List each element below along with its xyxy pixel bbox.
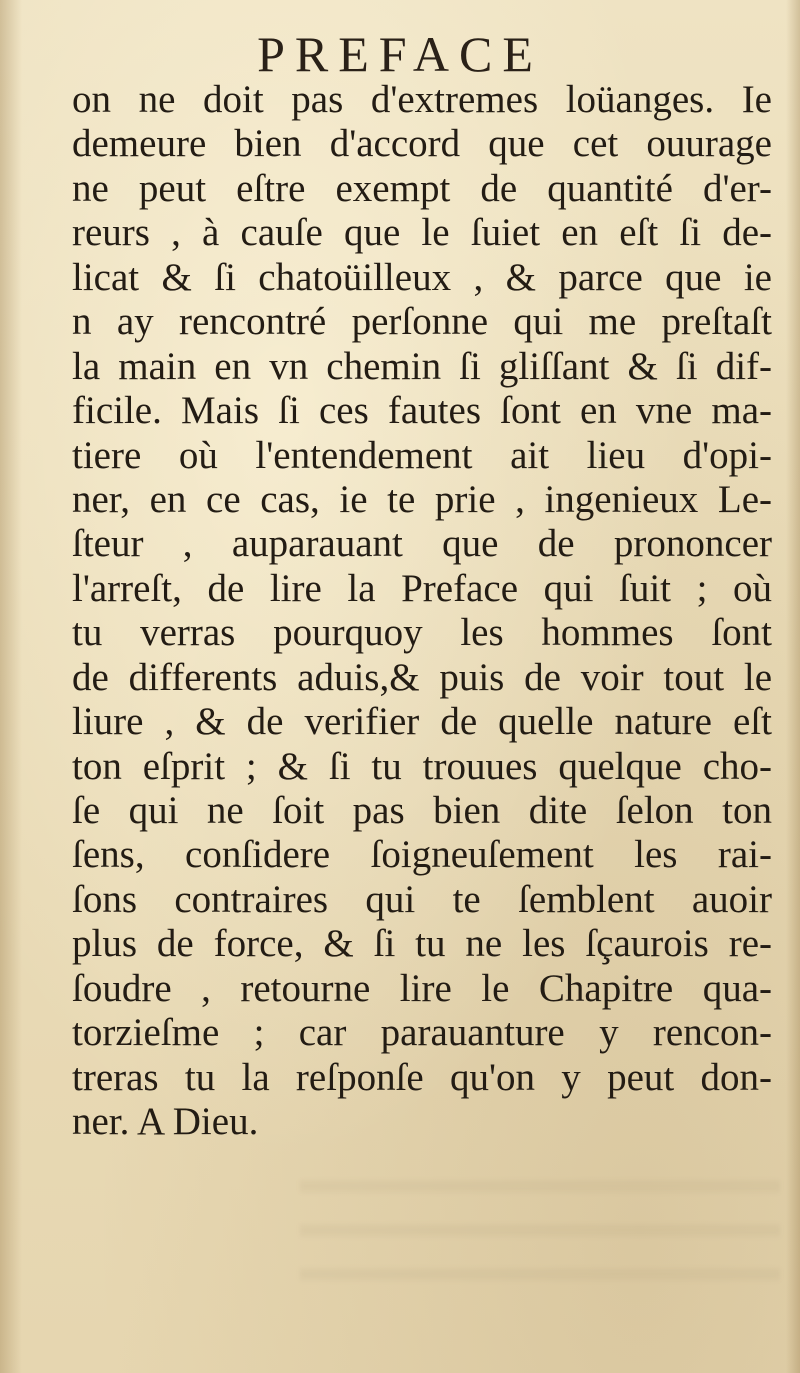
text-line: ner, en ce cas, ie te prie , ingenieux Le- [72, 477, 772, 521]
page-edge-shadow [786, 0, 800, 1373]
text-line: ficile. Mais ſi ces fautes ſont en vne ma- [72, 389, 772, 433]
text-line: ner. A Dieu. [72, 1100, 259, 1144]
text-line: n ay rencontré perſonne qui me preſtaſt [72, 300, 772, 344]
text-line: torzieſme ; car parauanture y rencon- [72, 1011, 772, 1055]
text-line: treras tu la reſponſe qu'on y peut don- [72, 1055, 772, 1099]
text-line: ſteur , auparauant que de prononcer [72, 522, 772, 566]
text-line: ton eſprit ; & ſi tu trouues quelque cho- [72, 744, 772, 788]
running-header: PREFACE [257, 26, 543, 82]
text-line: ſons contraires qui te ſemblent auoir [72, 877, 772, 921]
text-line: ſoudre , retourne lire le Chapitre qua- [72, 966, 772, 1010]
page-gutter-shadow [0, 0, 22, 1373]
text-line: demeure bien d'accord que cet ouurage [72, 122, 772, 166]
text-line: on ne doit pas d'extremes loüanges. Ie [72, 78, 772, 121]
text-line: l'arreſt, de lire la Preface qui ſuit ; où [72, 566, 772, 610]
show-through-texture [300, 1150, 780, 1290]
text-line: ſens, conſidere ſoigneuſement les rai- [72, 833, 772, 877]
text-line: licat & ſi chatoüilleux , & parce que ie [72, 255, 772, 299]
text-line: la main en vn chemin ſi gliſſant & ſi dif- [72, 344, 772, 388]
text-line: ſe qui ne ſoit pas bien dite ſelon ton [72, 789, 772, 832]
text-line: liure , & de verifier de quelle nature eſt [72, 700, 772, 744]
text-line: ne peut eſtre exempt de quantité d'er- [72, 166, 772, 210]
text-line: de differents aduis,& puis de voir tout le [72, 655, 772, 699]
text-line: reurs , à cauſe que le ſuiet en eſt ſi de- [72, 211, 772, 255]
text-line: plus de force, & ſi tu ne les ſçaurois re- [72, 922, 772, 966]
preface-text [72, 78, 772, 1145]
text-line: tiere où l'entendement ait lieu d'opi- [72, 433, 772, 477]
text-line: tu verras pourquoy les hommes ſont [72, 611, 772, 655]
